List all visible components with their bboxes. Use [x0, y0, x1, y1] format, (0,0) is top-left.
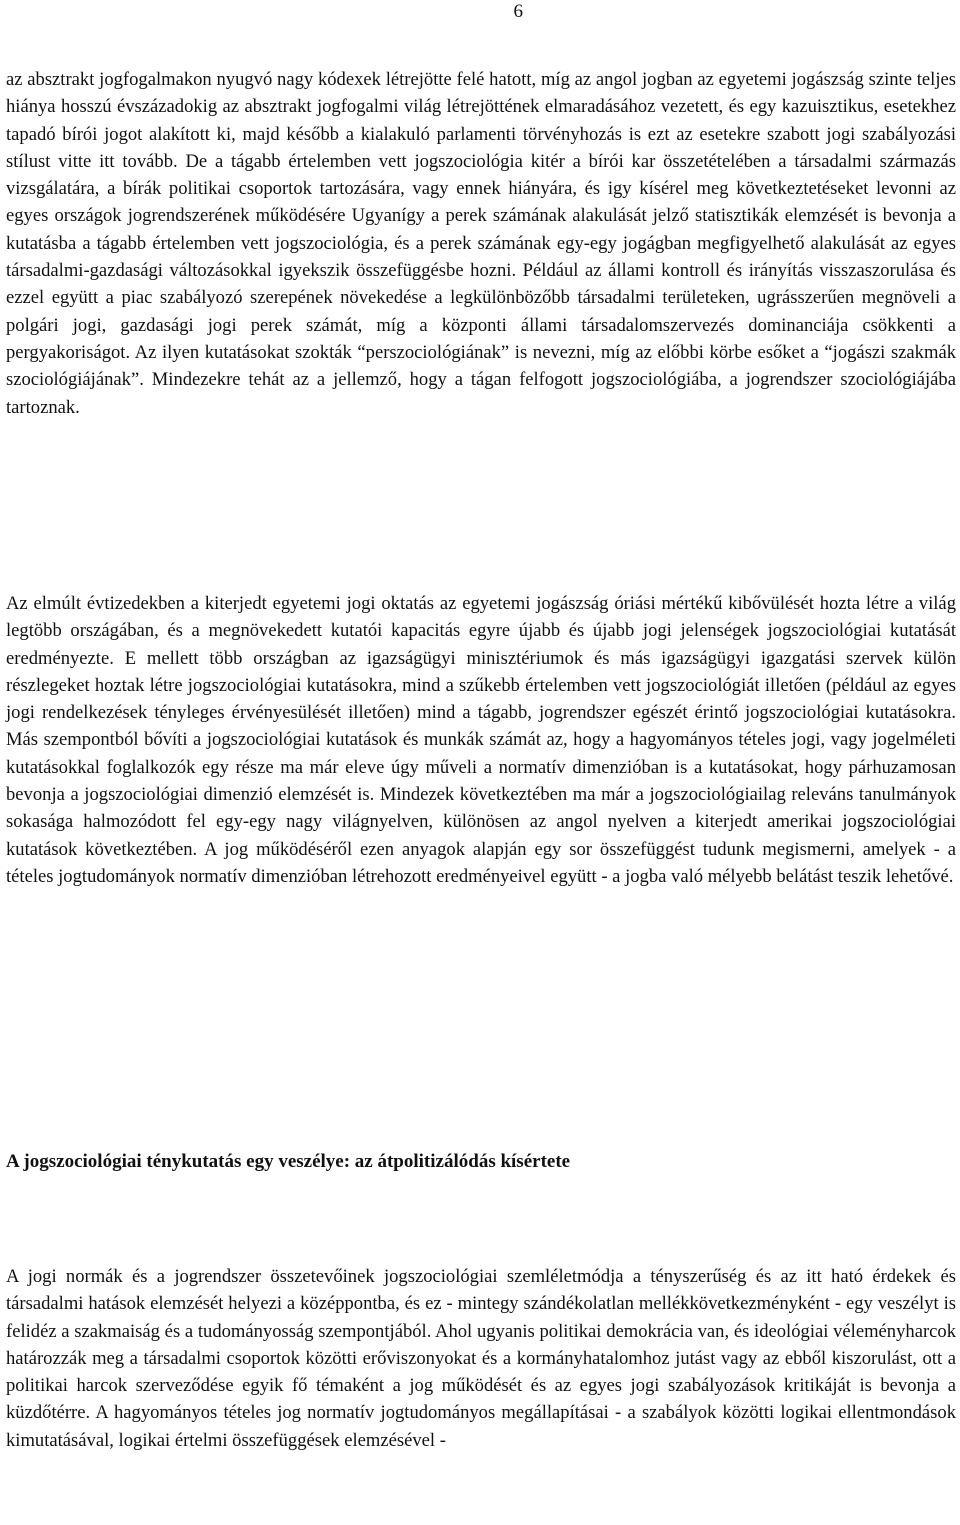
- page-number: 6: [513, 1, 523, 22]
- paragraph-3: A jogi normák és a jogrendszer összetevőinek jogszociológiai szemléletmódja a tényszerűség és az itt ható érdekek és társadalmi hatások elemzését helyezi a középpontba, és ez - mintegy szándékolatlan mellékkövetkezményként - egy veszélyt is felidéz a szakmaiság és a tudományosság szempontjából. Ahol ugyanis politikai demokrácia van, és ideológiai véleményharcok határozzák meg a társadalmi csoportok közötti erőviszonyokat és a kormányhatalomhoz jutást vagy az ebből kiszorulást, ott a politikai harcok szerveződése egyik fő témaként a jog működését és az egyes jogi szabályozások kritikáját is bevonja a küzdőtérre. A hagyományos tételes jog normatív jogtudományos megállapításai - a szabályok közötti logikai ellentmondások kimutatásával, logikai értelmi összefüggések elemzésével -: [6, 1266, 956, 1451]
- paragraph-2: Az elmúlt évtizedekben a kiterjedt egyetemi jogi oktatás az egyetemi jogászság óriási mértékű kibővülését hozta létre a világ legtöbb országában, és a megnövekedett kutatói kapacitás egyre újabb és újabb jogi jelenségek jogszociológiai kutatását eredményezte. E mellett több országban az igazságügyi minisztériumok és más igazságügyi igazgatási szervek külön részlegeket hoztak létre jogszociológiai kutatásokra, mind a szűkebb értelemben vett jogszociológiát illetően (például az egyes jogi rendelkezések tényleges érvényesülését illetően) mind a tágabb, jogrendszer egészét érintő jogszociológiai kutatásokra. Más szempontból bővíti a jogszociológiai kutatások és munkák számát az, hogy a hagyományos tételes jogi, vagy jogelméleti kutatásokkal foglalkozók egy része ma már eleve úgy műveli a normatív dimenzióban is a kutatásokat, hogy párhuzamosan bevonja a jogszociológiai dimenzió elemzését is. Mindezek következtében ma már a jogszociológiailag releváns tanulmányok sokasága halmozódott fel egy-egy nagy világnyelven, különösen az angol nyelven a kiterjedt amerikai jogszociológiai kutatások következtében. A jog működéséről ezen anyagok alapján egy sor összefüggést tudunk megismerni, amelyek - a tételes jogtudományok normatív dimenzióban létrehozott eredményeivel együtt - a jogba való mélyebb belátást teszik lehetővé.: [6, 593, 956, 887]
- section-heading: A jogszociológiai ténykutatás egy veszélye: az átpolitizálódás kísértete: [6, 1151, 571, 1172]
- paragraph-1: az absztrakt jogfogalmakon nyugvó nagy kódexek létrejötte felé hatott, míg az angol jogban az egyetemi jogászság szinte teljes hiánya hosszú évszázadokig az absztrakt jogfogalmi világ létrejöttének elmaradásához vezetett, és egy kazuisztikus, esetekhez tapadó bírói jogot alakított ki, majd később a kialakuló parlamenti törvényhozás is ezt az esetekre szabott jogi szabályozási stílust vitte itt tovább. De a tágabb értelemben vett jogszociológia kitér a bírói kar összetételében a társadalmi származás vizsgálatára, a bírák politikai csoportok tartozására, vagy ennek hiányára, és igy kísérel meg következtetéseket levonni az egyes országok jogrendszerének működésére Ugyanígy a perek számának alakulását jelző statisztikák elemzését is bevonja a kutatásba a tágabb értelemben vett jogszociológia, és a perek számának egy-egy jogágban megfigyelhető alakulását az egyes társadalmi-gazdasági változásokkal igyekszik összefüggésbe hozni. Például az állami kontroll és irányítás visszaszorulása és ezzel együtt a piac szabályozó szerepének növekedése a legkülönbözőbb társadalmi területeken, ugrásszerűen megnöveli a polgári jogi, gazdasági jogi perek számát, míg a központi állami társadalomszervezés dominanciája csökkenti a pergyakoriságot. Az ilyen kutatásokat szokták “perszociológiának” is nevezni, míg az előbbi körbe esőket a “jogászi szakmák szociológiájának”. Mindezekre tehát az a jellemző, hogy a tágan felfogott jogszociológiába, a jogrendszer szociológiájába tartoznak.: [6, 69, 956, 418]
